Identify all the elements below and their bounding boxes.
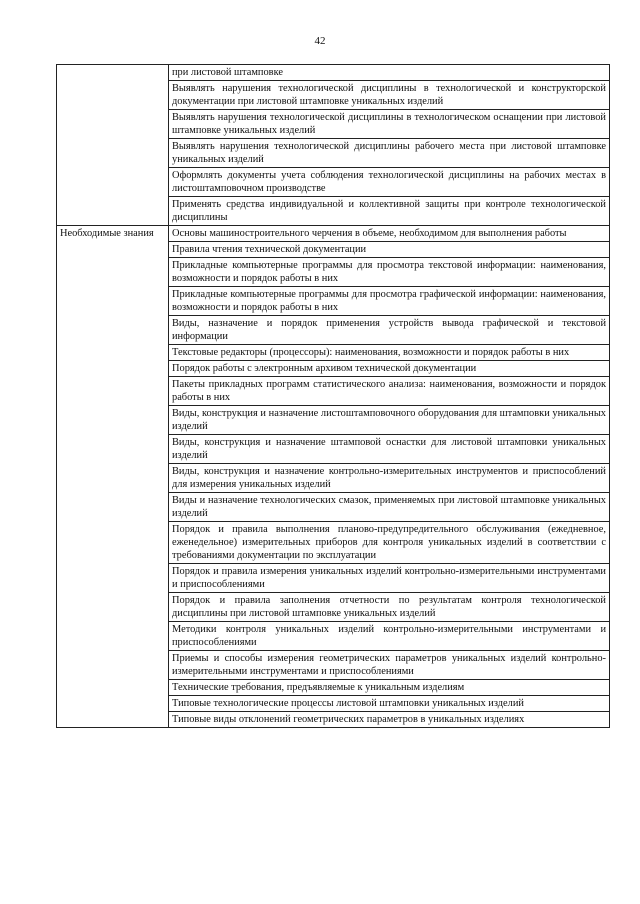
empty-label-cell — [57, 65, 169, 226]
skill-cell: Оформлять документы учета соблюдения технологической дисциплины на рабочих местах в листоштамповочном производстве — [169, 168, 610, 197]
knowledge-cell: Правила чтения технической документации — [169, 242, 610, 258]
knowledge-cell: Технические требования, предъявляемые к уникальным изделиям — [169, 680, 610, 696]
knowledge-cell: Типовые виды отклонений геометрических параметров в уникальных изделиях — [169, 712, 610, 728]
knowledge-cell: Порядок и правила измерения уникальных изделий контрольно-измерительными инструментами и приспособлениями — [169, 564, 610, 593]
knowledge-cell: Виды, конструкция и назначение штамповой оснастки для листовой штамповки уникальных изделий — [169, 435, 610, 464]
knowledge-cell: Виды, конструкция и назначение листоштамповочного оборудования для штамповки уникальных изделий — [169, 406, 610, 435]
skill-cell: Выявлять нарушения технологической дисциплины в технологическом оснащении при листовой штамповке уникальных изделий — [169, 110, 610, 139]
skill-cell: при листовой штамповке — [169, 65, 610, 81]
knowledge-cell: Прикладные компьютерные программы для просмотра текстовой информации: наименования, возможности и порядок работы в них — [169, 258, 610, 287]
requirements-table — [56, 64, 610, 728]
table-row — [57, 65, 610, 81]
knowledge-cell: Порядок работы с электронным архивом технической документации — [169, 361, 610, 377]
knowledge-cell: Методики контроля уникальных изделий контрольно-измерительными инструментами и приспособлениями — [169, 622, 610, 651]
page-number: 42 — [314, 35, 326, 47]
knowledge-cell: Пакеты прикладных программ статистического анализа: наименования, возможности и порядок работы в них — [169, 377, 610, 406]
knowledge-cell: Типовые технологические процессы листовой штамповки уникальных изделий — [169, 696, 610, 712]
skill-cell: Выявлять нарушения технологической дисциплины в технологической и конструкторской документации при листовой штамповке уникальных изделий — [169, 81, 610, 110]
knowledge-cell: Виды, назначение и порядок применения устройств вывода графической и текстовой информации — [169, 316, 610, 345]
knowledge-cell: Порядок и правила заполнения отчетности по результатам контроля технологической дисциплины при листовой штамповке уникальных изделий — [169, 593, 610, 622]
section-label: Необходимые знания — [60, 228, 154, 239]
skill-cell: Выявлять нарушения технологической дисциплины рабочего места при листовой штамповке уникальных изделий — [169, 139, 610, 168]
knowledge-cell: Виды, конструкция и назначение контрольно-измерительных инструментов и приспособлений для измерения уникальных изделий — [169, 464, 610, 493]
table-row — [57, 226, 610, 242]
knowledge-cell: Приемы и способы измерения геометрических параметров уникальных изделий контрольно-измерительными инструментами и приспособлениями — [169, 651, 610, 680]
knowledge-cell: Порядок и правила выполнения планово-предупредительного обслуживания (ежедневное, еженедельное) измерительных приборов для контроля уникальных изделий в соответствии с требованиями документации по эксплуатации — [169, 522, 610, 564]
knowledge-cell: Виды и назначение технологических смазок, применяемых при листовой штамповке уникальных изделий — [169, 493, 610, 522]
knowledge-cell: Основы машиностроительного черчения в объеме, необходимом для выполнения работы — [169, 226, 610, 242]
skill-cell: Применять средства индивидуальной и коллективной защиты при контроле технологической дисциплины — [169, 197, 610, 226]
knowledge-cell: Текстовые редакторы (процессоры): наименования, возможности и порядок работы в них — [169, 345, 610, 361]
section-label-cell — [57, 226, 169, 728]
knowledge-cell: Прикладные компьютерные программы для просмотра графической информации: наименования, возможности и порядок работы в них — [169, 287, 610, 316]
